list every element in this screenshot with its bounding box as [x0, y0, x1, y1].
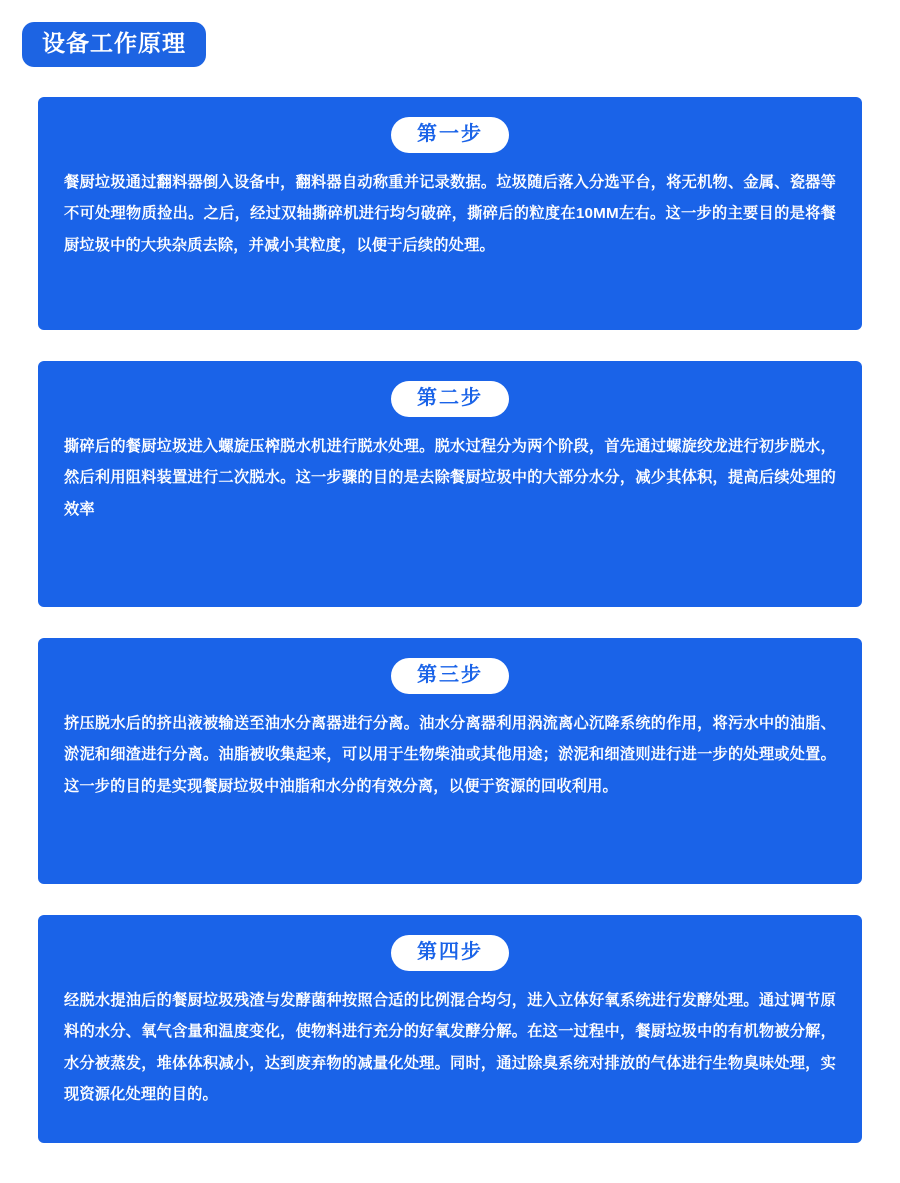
step-card [38, 361, 862, 607]
step-badge-label: 第四步 [391, 935, 509, 971]
step-description: 挤压脱水后的挤出液被输送至油水分离器进行分离。油水分离器利用涡流离心沉降系统的作用，将污水中的油脂、淤泥和细渣进行分离。油脂被收集起来，可以用于生物柴油或其他用途；淤泥和细渣则进行进一步的处理或处置。这一步的目的是实现餐厨垃圾中油脂和水分的有效分离，以便于资源的回收利用。 [64, 715, 836, 795]
step-badge-row [64, 935, 836, 971]
step-badge-label: 第三步 [391, 658, 509, 694]
page-header [0, 0, 900, 67]
step-card [38, 638, 862, 884]
step-description: 经脱水提油后的餐厨垃圾残渣与发酵菌种按照合适的比例混合均匀，进入立体好氧系统进行发酵处理。通过调节原料的水分、氧气含量和温度变化，使物料进行充分的好氧发酵分解。在这一过程中，餐厨垃圾中的有机物被分解，水分被蒸发，堆体体积减小，达到废弃物的减量化处理。同时，通过除臭系统对排放的气体进行生物臭味处理，实现资源化处理的目的。 [64, 992, 836, 1103]
step-badge-row [64, 381, 836, 417]
step-description: 餐厨垃圾通过翻料器倒入设备中，翻料器自动称重并记录数据。垃圾随后落入分选平台，将无机物、金属、瓷器等不可处理物质捡出。之后，经过双轴撕碎机进行均匀破碎，撕碎后的粒度在10MM左右。这一步的主要目的是将餐厨垃圾中的大块杂质去除，并减小其粒度，以便于后续的处理。 [64, 174, 836, 254]
step-card [38, 915, 862, 1143]
step-badge-row [64, 658, 836, 694]
steps-list [0, 67, 900, 1183]
step-card [38, 97, 862, 330]
step-description: 撕碎后的餐厨垃圾进入螺旋压榨脱水机进行脱水处理。脱水过程分为两个阶段，首先通过螺旋绞龙进行初步脱水，然后利用阻料装置进行二次脱水。这一步骤的目的是去除餐厨垃圾中的大部分水分，减少其体积，提高后续处理的效率 [64, 438, 836, 518]
step-badge-label: 第二步 [391, 381, 509, 417]
step-badge-label: 第一步 [391, 117, 509, 153]
page-title: 设备工作原理 [22, 22, 206, 67]
step-badge-row [64, 117, 836, 153]
